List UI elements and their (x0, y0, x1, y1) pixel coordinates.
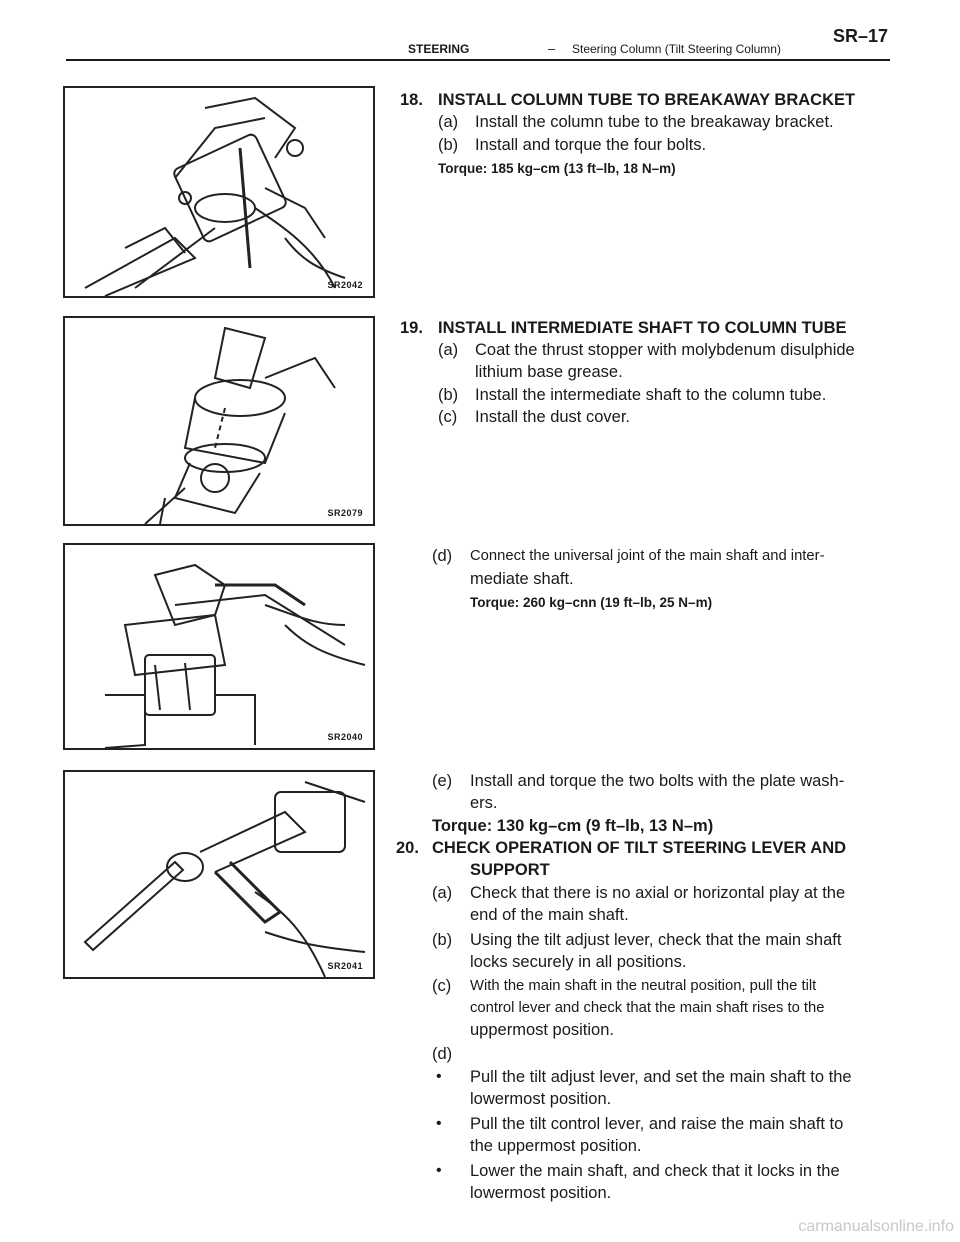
substep-label: (e) (432, 772, 453, 790)
substep-text: Install the dust cover. (475, 408, 631, 426)
substep-label: (c) (432, 977, 452, 995)
substep-text: ers. (470, 794, 498, 812)
header-dash: – (548, 41, 556, 56)
step-title: SUPPORT (470, 861, 550, 879)
figure-id: SR2040 (327, 732, 363, 742)
substep-text: uppermost position. (470, 1021, 614, 1039)
header-subtitle: Steering Column (Tilt Steering Column) (572, 42, 781, 56)
step-title: INSTALL INTERMEDIATE SHAFT TO COLUMN TUBE (438, 319, 847, 337)
figure-intermediate-shaft (63, 316, 375, 526)
figure-universal-joint (63, 543, 375, 750)
substep-label: (a) (432, 884, 453, 902)
figure-tilt-steering (63, 770, 375, 979)
step-number: 19. (400, 319, 423, 337)
intermediate-shaft-illustration (65, 318, 373, 524)
substep-text: Connect the universal joint of the main shaft and inter- (470, 548, 825, 564)
substep-text: mediate shaft. (470, 570, 574, 588)
substep-label: (a) (438, 113, 459, 131)
figure-id: SR2079 (327, 508, 363, 518)
header-rule (66, 59, 890, 61)
step-title: INSTALL COLUMN TUBE TO BREAKAWAY BRACKET (438, 91, 856, 109)
substep-label: (b) (438, 386, 459, 404)
page-code: SR–17 (832, 26, 888, 46)
substep-text: lithium base grease. (475, 363, 623, 381)
substep-text: Using the tilt adjust lever, check that the main shaft (470, 931, 842, 949)
torque-spec: Torque: 260 kg–cnn (19 ft–lb, 25 N–m) (470, 595, 713, 610)
step-title: CHECK OPERATION OF TILT STEERING LEVER AND (432, 839, 847, 857)
substep-text: end of the main shaft. (470, 906, 629, 924)
figure-id: SR2042 (327, 280, 363, 290)
torque-spec: Torque: 185 kg–cm (13 ft–lb, 18 N–m) (438, 161, 676, 176)
tilt-steering-illustration (65, 772, 373, 977)
bullet-text: lowermost position. (470, 1090, 612, 1108)
page-header (66, 22, 890, 60)
bullet-icon: • (436, 1115, 442, 1132)
substep-label: (b) (432, 931, 453, 949)
column-tube-illustration (65, 88, 373, 296)
substep-label: (b) (438, 136, 459, 154)
substep-text: With the main shaft in the neutral position, pull the tilt (470, 978, 817, 994)
header-category: STEERING (408, 42, 470, 56)
substep-text: Install and torque the four bolts. (475, 136, 707, 154)
substep-label: (d) (432, 547, 453, 565)
bullet-icon: • (436, 1068, 442, 1085)
substep-text: Install and torque the two bolts with the plate wash- (470, 772, 845, 790)
substep-text: locks securely in all positions. (470, 953, 687, 971)
step-number: 20. (396, 839, 419, 857)
substep-text: control lever and check that the main shaft rises to the (470, 1000, 825, 1016)
substep-text: Install the column tube to the breakaway bracket. (475, 113, 834, 131)
figure-id: SR2041 (327, 961, 363, 971)
step-number: 18. (400, 91, 423, 109)
substep-text: Install the intermediate shaft to the column tube. (475, 386, 827, 404)
substep-text: Check that there is no axial or horizontal play at the (470, 884, 846, 902)
universal-joint-illustration (65, 545, 373, 748)
torque-spec: Torque: 130 kg–cm (9 ft–lb, 13 N–m) (432, 817, 714, 835)
figure-column-tube-bracket (63, 86, 375, 298)
bullet-text: the uppermost position. (470, 1137, 642, 1155)
substep-text: Coat the thrust stopper with molybdenum disulphide (475, 341, 855, 359)
substep-label: (c) (438, 408, 458, 426)
bullet-text: lowermost position. (470, 1184, 612, 1202)
bullet-text: Lower the main shaft, and check that it locks in the (470, 1162, 840, 1180)
watermark: carmanualsonline.info (798, 1218, 954, 1235)
bullet-text: Pull the tilt control lever, and raise the main shaft to (470, 1115, 844, 1133)
substep-label: (d) (432, 1045, 453, 1063)
substep-label: (a) (438, 341, 459, 359)
bullet-text: Pull the tilt adjust lever, and set the main shaft to the (470, 1068, 852, 1086)
bullet-icon: • (436, 1162, 442, 1179)
